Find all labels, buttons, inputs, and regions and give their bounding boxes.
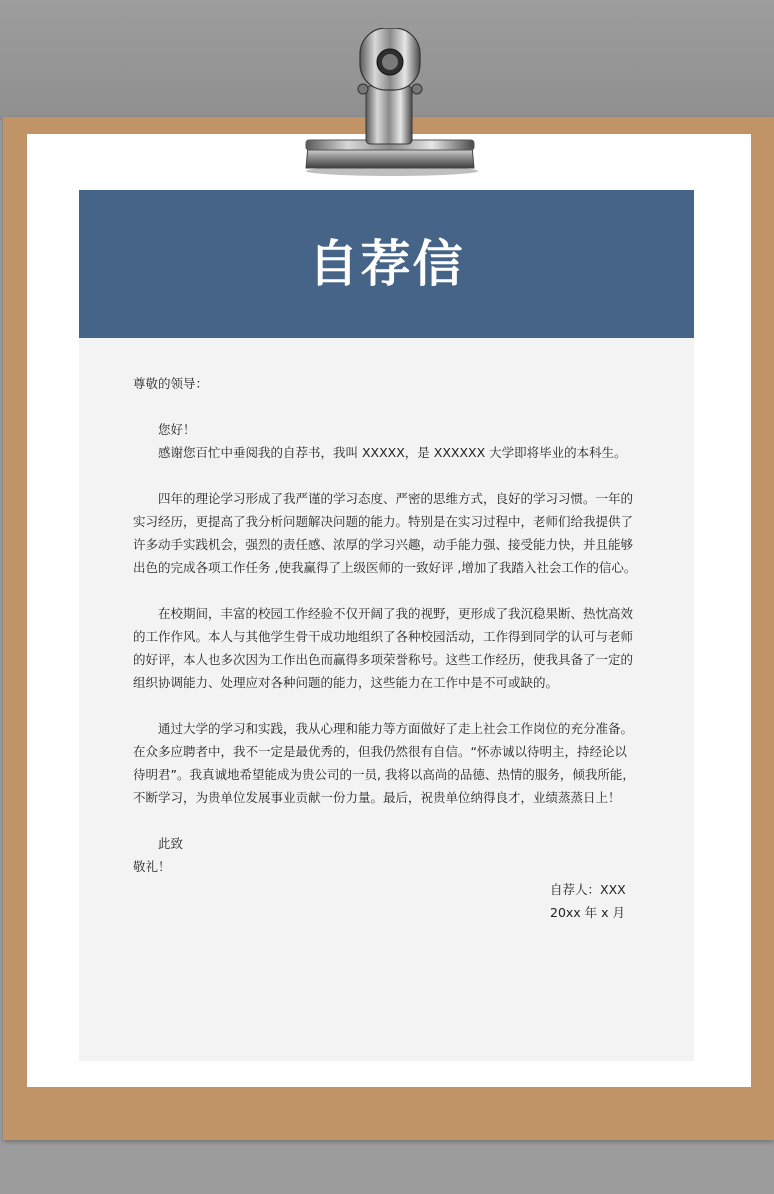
paragraph-3 bbox=[133, 717, 635, 809]
greeting: 您好！ bbox=[158, 422, 196, 437]
paragraph-line: 在校期间，丰富的校园工作经验不仅开阔了我的视野，更形成了我沉稳果断、热忱高效 bbox=[158, 606, 634, 621]
paragraph-line: 通过大学的学习和实践，我从心理和能力等方面做好了走上社会工作岗位的充分准备。 bbox=[158, 721, 634, 736]
paragraph-line: 组织协调能力、处理应对各种问题的能力，这些能力在工作中是不可或缺的。 bbox=[133, 675, 559, 690]
intro-line: 感谢您百忙中垂阅我的自荐书，我叫 XXXXX，是 XXXXXX 大学即将毕业的本科生。 bbox=[158, 445, 627, 460]
paragraph-line: 实习经历，更提高了我分析问题解决问题的能力。特别是在实习过程中，老师们给我提供了 bbox=[133, 514, 634, 529]
title-banner bbox=[79, 190, 694, 338]
letter-sheet bbox=[79, 190, 694, 1061]
paragraph-line: 出色的完成各项工作任务 ,使我赢得了上级医师的一致好评 ,增加了我踏入社会工作的信心。 bbox=[133, 560, 637, 575]
spacer bbox=[133, 809, 631, 832]
letter-body bbox=[133, 372, 637, 924]
paragraph-line: 许多动手实践机会，强烈的责任感、浓厚的学习兴趣，动手能力强、接受能力快，并且能够 bbox=[133, 537, 634, 552]
spacer bbox=[133, 464, 631, 487]
binder-clip-icon bbox=[300, 28, 480, 178]
paragraph-line: 在众多应聘者中，我不一定是最优秀的，但我仍然很有自信。“怀赤诚以待明主，持经论以 bbox=[133, 744, 627, 759]
paragraph-line: 待明君”。我真诚地希望能成为贵公司的一员, 我将以高尚的品德、热情的服务，倾我所能， bbox=[133, 767, 635, 782]
spacer bbox=[133, 694, 631, 717]
paragraph-line: 的工作作风。本人与其他学生骨干成功地组织了各种校园活动，工作得到同学的认可与老师 bbox=[133, 629, 634, 644]
spacer bbox=[133, 395, 631, 418]
closing-line-1: 此致 bbox=[158, 836, 184, 851]
paragraph-line: 的好评，本人也多次因为工作出色而赢得多项荣誉称号。这些工作经历，使我具备了一定的 bbox=[133, 652, 634, 667]
page-title: 自荐信 bbox=[308, 235, 465, 293]
paragraph-2 bbox=[133, 602, 634, 694]
spacer bbox=[133, 579, 631, 602]
paragraph-1 bbox=[133, 487, 637, 579]
paragraph-line: 四年的理论学习形成了我严谨的学习态度、严密的思维方式，良好的学习习惯。一年的 bbox=[158, 491, 634, 506]
paragraph-line: 不断学习，为贵单位发展事业贡献一份力量。最后，祝贵单位纳得良才，业绩蒸蒸日上！ bbox=[133, 790, 621, 805]
closing-line-2: 敬礼！ bbox=[133, 859, 171, 874]
signer: 自荐人：XXX bbox=[550, 882, 626, 897]
date: 20xx 年 x 月 bbox=[550, 905, 626, 920]
salutation: 尊敬的领导： bbox=[133, 376, 209, 391]
